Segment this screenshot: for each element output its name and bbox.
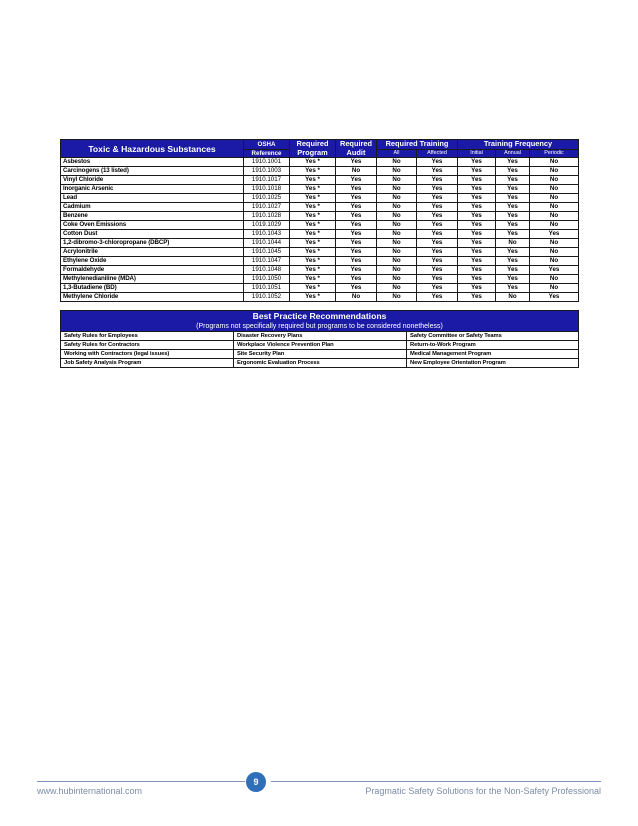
program-cell: Yes *: [290, 239, 336, 248]
training-affected-cell: Yes: [417, 194, 458, 203]
table-row: [61, 185, 579, 194]
training-all-cell: No: [377, 230, 417, 239]
table-row: [61, 239, 579, 248]
program-cell: Yes *: [290, 158, 336, 167]
table-row: [61, 176, 579, 185]
freq-periodic-cell: Yes: [530, 230, 579, 239]
audit-cell: Yes: [336, 239, 377, 248]
training-affected-cell: Yes: [417, 257, 458, 266]
required-training-header: Required Training: [377, 140, 458, 150]
page-number-badge: 9: [246, 772, 266, 792]
audit-cell: Yes: [336, 248, 377, 257]
best-practice-cell: Working with Contractors (legal issues): [61, 350, 234, 359]
training-affected-cell: Yes: [417, 158, 458, 167]
list-item: [61, 350, 579, 359]
audit-cell: Yes: [336, 203, 377, 212]
audit-cell: Yes: [336, 275, 377, 284]
audit-cell: Yes: [336, 185, 377, 194]
training-affected-cell: Yes: [417, 185, 458, 194]
audit-cell: Yes: [336, 284, 377, 293]
freq-annual-cell: Yes: [496, 266, 530, 275]
required-audit-header: Required Audit: [336, 140, 377, 158]
freq-periodic-cell: Yes: [530, 293, 579, 302]
footer-divider-left: [37, 781, 245, 782]
audit-cell: Yes: [336, 221, 377, 230]
best-practice-table: [60, 310, 579, 368]
training-all-cell: No: [377, 257, 417, 266]
training-affected-cell: Yes: [417, 275, 458, 284]
freq-initial-cell: Yes: [458, 167, 496, 176]
substances-header: Toxic & Hazardous Substances: [61, 140, 244, 158]
freq-annual-cell: Yes: [496, 275, 530, 284]
freq-initial-cell: Yes: [458, 203, 496, 212]
freq-initial-cell: Yes: [458, 248, 496, 257]
program-cell: Yes *: [290, 293, 336, 302]
freq-periodic-cell: No: [530, 158, 579, 167]
freq-annual-cell: Yes: [496, 230, 530, 239]
training-frequency-header: Training Frequency: [458, 140, 579, 150]
table-row: [61, 275, 579, 284]
table-row: [61, 212, 579, 221]
freq-periodic-cell: No: [530, 167, 579, 176]
training-all-cell: No: [377, 293, 417, 302]
osha-ref-cell: 1910.1052: [244, 293, 290, 302]
toxic-table-body: [61, 158, 579, 302]
program-cell: Yes *: [290, 176, 336, 185]
substance-cell: Carcinogens (13 listed): [61, 167, 244, 176]
best-practice-cell: Safety Committee or Safety Teams: [407, 332, 579, 341]
best-practice-cell: Return-to-Work Program: [407, 341, 579, 350]
training-affected-cell: Yes: [417, 248, 458, 257]
freq-initial-cell: Yes: [458, 194, 496, 203]
osha-ref-cell: 1910.1017: [244, 176, 290, 185]
substance-cell: Ethylene Oxide: [61, 257, 244, 266]
substance-cell: Acrylonitrile: [61, 248, 244, 257]
freq-initial-cell: Yes: [458, 176, 496, 185]
audit-cell: Yes: [336, 266, 377, 275]
table-row: [61, 194, 579, 203]
program-cell: Yes *: [290, 167, 336, 176]
freq-periodic-cell: No: [530, 284, 579, 293]
osha-ref-cell: 1910.1045: [244, 248, 290, 257]
training-affected-cell: Yes: [417, 203, 458, 212]
table-row: [61, 221, 579, 230]
osha-ref-cell: 1910.1043: [244, 230, 290, 239]
best-practice-cell: Ergonomic Evaluation Process: [234, 359, 407, 368]
best-practice-cell: New Employee Orientation Program: [407, 359, 579, 368]
training-affected-cell: Yes: [417, 284, 458, 293]
freq-periodic-cell: No: [530, 194, 579, 203]
freq-periodic-cell: No: [530, 257, 579, 266]
training-affected-cell: Yes: [417, 176, 458, 185]
freq-periodic-cell: No: [530, 248, 579, 257]
list-item: [61, 359, 579, 368]
osha-ref-cell: 1910.1047: [244, 257, 290, 266]
substance-cell: Cotton Dust: [61, 230, 244, 239]
freq-annual-cell: Yes: [496, 257, 530, 266]
program-cell: Yes *: [290, 194, 336, 203]
audit-cell: Yes: [336, 194, 377, 203]
freq-annual-cell: Yes: [496, 212, 530, 221]
substance-cell: Asbestos: [61, 158, 244, 167]
table-row: [61, 293, 579, 302]
audit-cell: Yes: [336, 158, 377, 167]
substance-cell: Benzene: [61, 212, 244, 221]
table-row: [61, 248, 579, 257]
best-practice-cell: Site Security Plan: [234, 350, 407, 359]
best-practice-body: [61, 332, 579, 368]
osha-ref-cell: 1910.1025: [244, 194, 290, 203]
substance-cell: Methylene Chloride: [61, 293, 244, 302]
freq-annual-cell: Yes: [496, 221, 530, 230]
training-all-cell: No: [377, 248, 417, 257]
freq-annual-cell: Yes: [496, 248, 530, 257]
freq-annual-cell: Yes: [496, 167, 530, 176]
training-all-cell: No: [377, 194, 417, 203]
training-all-cell: No: [377, 176, 417, 185]
footer-url-link[interactable]: www.hubinternational.com: [37, 786, 143, 796]
osha-ref-cell: 1910.1003: [244, 167, 290, 176]
footer-divider-right: [271, 781, 601, 782]
substance-cell: 1,2-dibromo-3-chloropropane (DBCP): [61, 239, 244, 248]
training-all-cell: No: [377, 212, 417, 221]
osha-ref-cell: 1019.1029: [244, 221, 290, 230]
best-practice-cell: Workplace Violence Prevention Plan: [234, 341, 407, 350]
substance-cell: Vinyl Chloride: [61, 176, 244, 185]
osha-ref-cell: 1910.1001: [244, 158, 290, 167]
table-row: [61, 230, 579, 239]
program-cell: Yes *: [290, 266, 336, 275]
freq-periodic-cell: No: [530, 212, 579, 221]
osha-ref-cell: 1910.1044: [244, 239, 290, 248]
substance-cell: Coke Oven Emissions: [61, 221, 244, 230]
table-row: [61, 203, 579, 212]
osha-ref-cell: 1910.1027: [244, 203, 290, 212]
training-affected-cell: Yes: [417, 221, 458, 230]
freq-periodic-cell: No: [530, 185, 579, 194]
program-cell: Yes *: [290, 284, 336, 293]
sub-header-initial: Initial: [458, 149, 496, 157]
training-affected-cell: Yes: [417, 212, 458, 221]
substance-cell: Methylenedianiline (MDA): [61, 275, 244, 284]
audit-cell: Yes: [336, 257, 377, 266]
freq-initial-cell: Yes: [458, 266, 496, 275]
best-practice-title: Best Practice Recommendations: [252, 311, 387, 321]
toxic-substances-table: [60, 139, 579, 302]
training-all-cell: No: [377, 185, 417, 194]
program-cell: Yes *: [290, 275, 336, 284]
freq-annual-cell: No: [496, 239, 530, 248]
substance-cell: 1,3-Butadiene (BD): [61, 284, 244, 293]
best-practice-cell: Safety Rules for Employees: [61, 332, 234, 341]
training-all-cell: No: [377, 203, 417, 212]
best-practice-cell: Disaster Recovery Plans: [234, 332, 407, 341]
substance-cell: Lead: [61, 194, 244, 203]
freq-periodic-cell: No: [530, 221, 579, 230]
freq-periodic-cell: Yes: [530, 266, 579, 275]
table-row: [61, 257, 579, 266]
substance-cell: Inorganic Arsenic: [61, 185, 244, 194]
program-cell: Yes *: [290, 212, 336, 221]
osha-ref-cell: 1910.1048: [244, 266, 290, 275]
freq-initial-cell: Yes: [458, 212, 496, 221]
training-all-cell: No: [377, 266, 417, 275]
program-cell: Yes *: [290, 185, 336, 194]
freq-initial-cell: Yes: [458, 221, 496, 230]
osha-ref-cell: 1910.1028: [244, 212, 290, 221]
best-practice-cell: Job Safety Analysis Program: [61, 359, 234, 368]
audit-cell: No: [336, 167, 377, 176]
freq-annual-cell: Yes: [496, 185, 530, 194]
training-affected-cell: Yes: [417, 239, 458, 248]
freq-annual-cell: No: [496, 293, 530, 302]
training-affected-cell: Yes: [417, 167, 458, 176]
freq-initial-cell: Yes: [458, 293, 496, 302]
training-affected-cell: Yes: [417, 230, 458, 239]
freq-periodic-cell: No: [530, 203, 579, 212]
best-practice-subtitle: (Programs not specifically required but programs to be considered nonetheless): [196, 323, 443, 330]
training-all-cell: No: [377, 158, 417, 167]
sub-header-affected: Affected: [417, 149, 458, 157]
osha-ref-cell: 1910.1018: [244, 185, 290, 194]
table-row: [61, 167, 579, 176]
osha-header: OSHA: [244, 140, 290, 150]
table-row: [61, 158, 579, 167]
program-cell: Yes *: [290, 203, 336, 212]
audit-cell: No: [336, 293, 377, 302]
freq-annual-cell: Yes: [496, 158, 530, 167]
header-row-top: [61, 140, 579, 150]
reference-header: Reference: [244, 149, 290, 157]
audit-cell: Yes: [336, 230, 377, 239]
training-affected-cell: Yes: [417, 293, 458, 302]
freq-initial-cell: Yes: [458, 257, 496, 266]
footer-tagline: Pragmatic Safety Solutions for the Non-Safety Professional: [365, 786, 601, 796]
freq-initial-cell: Yes: [458, 230, 496, 239]
program-cell: Yes *: [290, 230, 336, 239]
osha-ref-cell: 1910.1050: [244, 275, 290, 284]
required-program-header: Required Program: [290, 140, 336, 158]
best-practice-header: [61, 311, 579, 332]
freq-initial-cell: Yes: [458, 158, 496, 167]
best-practice-header-row: [61, 311, 579, 332]
best-practice-cell: Medical Management Program: [407, 350, 579, 359]
freq-annual-cell: Yes: [496, 284, 530, 293]
table-row: [61, 266, 579, 275]
freq-periodic-cell: No: [530, 275, 579, 284]
substance-cell: Formaldehyde: [61, 266, 244, 275]
table-row: [61, 284, 579, 293]
sub-header-annual: Annual: [496, 149, 530, 157]
best-practice-cell: Safety Rules for Contractors: [61, 341, 234, 350]
freq-initial-cell: Yes: [458, 275, 496, 284]
freq-annual-cell: Yes: [496, 203, 530, 212]
training-all-cell: No: [377, 239, 417, 248]
freq-annual-cell: Yes: [496, 194, 530, 203]
audit-cell: Yes: [336, 212, 377, 221]
training-all-cell: No: [377, 275, 417, 284]
training-affected-cell: Yes: [417, 266, 458, 275]
training-all-cell: No: [377, 167, 417, 176]
list-item: [61, 332, 579, 341]
sub-header-periodic: Periodic: [530, 149, 579, 157]
freq-periodic-cell: No: [530, 239, 579, 248]
program-cell: Yes *: [290, 221, 336, 230]
freq-initial-cell: Yes: [458, 239, 496, 248]
training-all-cell: No: [377, 221, 417, 230]
substance-cell: Cadmium: [61, 203, 244, 212]
freq-initial-cell: Yes: [458, 185, 496, 194]
freq-annual-cell: Yes: [496, 176, 530, 185]
audit-cell: Yes: [336, 176, 377, 185]
sub-header-all: All: [377, 149, 417, 157]
training-all-cell: No: [377, 284, 417, 293]
osha-ref-cell: 1910.1051: [244, 284, 290, 293]
program-cell: Yes *: [290, 257, 336, 266]
freq-periodic-cell: No: [530, 176, 579, 185]
freq-initial-cell: Yes: [458, 284, 496, 293]
list-item: [61, 341, 579, 350]
program-cell: Yes *: [290, 248, 336, 257]
